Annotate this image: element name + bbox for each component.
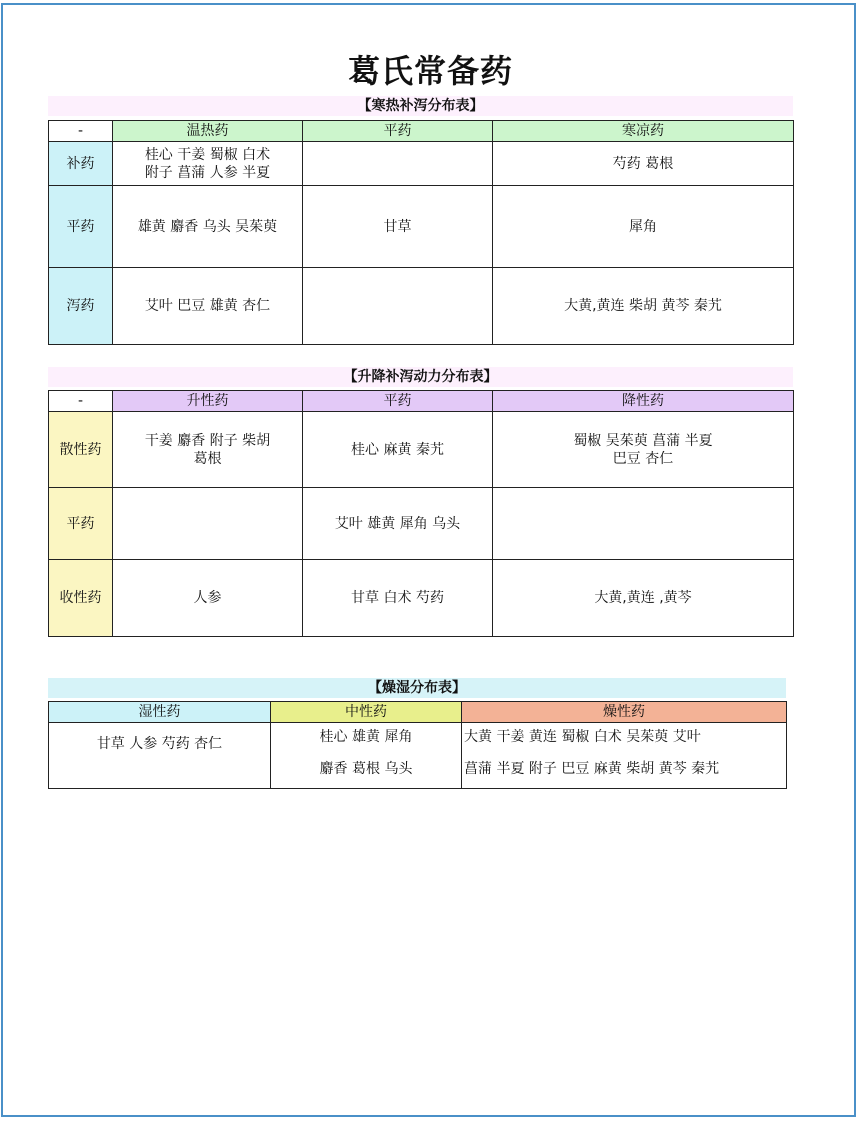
table1-title: 【寒热补泻分布表】 [48, 96, 793, 116]
dry-wet-table [48, 701, 787, 789]
row-label: 收性药 [49, 560, 113, 637]
table-cell: 雄黄 麝香 乌头 吴茱萸 [113, 186, 303, 268]
table-cell: 犀角 [493, 186, 794, 268]
table-cell [303, 268, 493, 345]
table3-title: 【燥湿分布表】 [48, 678, 786, 698]
cell-line: 桂心 雄黄 犀角 [319, 729, 413, 745]
table-cell: 桂心 麻黄 秦艽 [303, 412, 493, 488]
table-cell: 艾叶 雄黄 犀角 乌头 [303, 488, 493, 560]
table-row [49, 268, 794, 345]
column-header: 温热药 [113, 121, 303, 142]
cell-line: 干姜 麝香 附子 柴胡 [144, 432, 271, 449]
table-cell: 甘草 [303, 186, 493, 268]
table-cell: 芍药 葛根 [493, 142, 794, 186]
table-cell [493, 488, 794, 560]
column-header: 湿性药 [49, 702, 271, 723]
table-cell: 人参 [113, 560, 303, 637]
table-row [49, 723, 787, 789]
table-header-row [49, 702, 787, 723]
table2-title: 【升降补泻动力分布表】 [48, 367, 793, 387]
table-cell: 大黄,黄连 柴胡 黄芩 秦艽 [493, 268, 794, 345]
column-header: 中性药 [271, 702, 462, 723]
table-row [49, 412, 794, 488]
table-cell [303, 142, 493, 186]
row-label: 平药 [49, 488, 113, 560]
table-cell: 甘草 人参 芍药 杏仁 [49, 723, 271, 789]
column-header: - [49, 391, 113, 412]
column-header: 升性药 [113, 391, 303, 412]
ascend-descend-table [48, 390, 794, 637]
table-cell [493, 412, 794, 488]
table-cell: 大黄,黄连 ,黄芩 [493, 560, 794, 637]
table-row [49, 488, 794, 560]
table-header-row [49, 391, 794, 412]
table-cell: 艾叶 巴豆 雄黄 杏仁 [113, 268, 303, 345]
table-cell [113, 488, 303, 560]
column-header: 燥性药 [462, 702, 787, 723]
table-cell [462, 723, 787, 789]
cell-line: 大黄 干姜 黄连 蜀椒 白术 吴茱萸 艾叶 [464, 729, 701, 745]
column-header: 降性药 [493, 391, 794, 412]
cell-line: 附子 菖蒲 人参 半夏 [144, 164, 271, 181]
column-header: 寒凉药 [493, 121, 794, 142]
row-label: 补药 [49, 142, 113, 186]
table-row [49, 142, 794, 186]
table-cell [113, 412, 303, 488]
table-cell [113, 142, 303, 186]
table-cell [271, 723, 462, 789]
table-header-row [49, 121, 794, 142]
table-cell: 甘草 白术 芍药 [303, 560, 493, 637]
row-label: 平药 [49, 186, 113, 268]
row-label: 泻药 [49, 268, 113, 345]
cell-line: 菖蒲 半夏 附子 巴豆 麻黄 柴胡 黄芩 秦艽 [464, 761, 720, 777]
cell-line: 葛根 [193, 450, 222, 467]
cell-line: 麝香 葛根 乌头 [319, 761, 413, 777]
column-header: 平药 [303, 121, 493, 142]
column-header: - [49, 121, 113, 142]
cell-line: 蜀椒 吴茱萸 菖蒲 半夏 [573, 432, 713, 449]
cell-line: 巴豆 杏仁 [612, 450, 674, 467]
cell-line: 桂心 干姜 蜀椒 白术 [144, 146, 271, 163]
page-title: 葛氏常备药 [347, 52, 513, 90]
row-label: 散性药 [49, 412, 113, 488]
column-header: 平药 [303, 391, 493, 412]
table-row [49, 186, 794, 268]
table-row [49, 560, 794, 637]
cold-hot-table [48, 120, 794, 345]
